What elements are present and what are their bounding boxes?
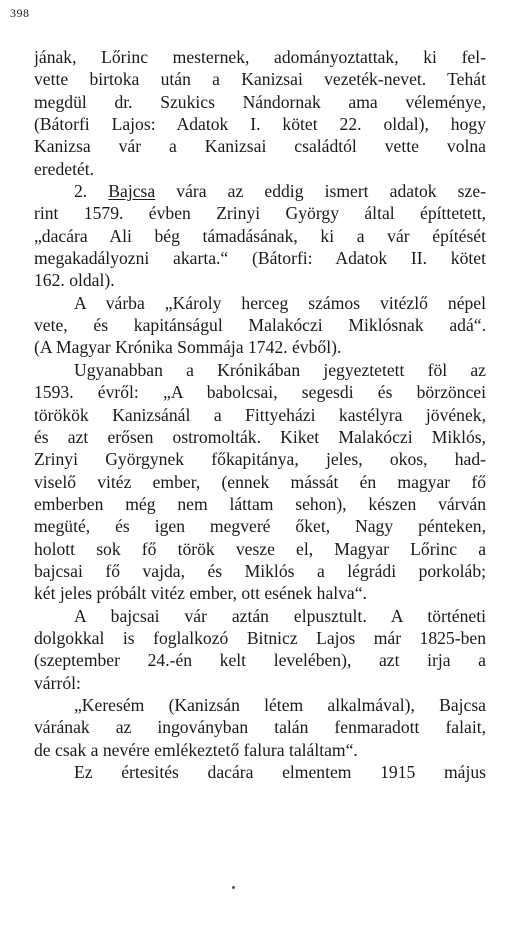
- text-line: Ez értesités dacára elmentem 1915 május: [74, 762, 486, 782]
- text-line: várról:: [34, 672, 81, 693]
- text-line: és azt erősen ostromolták. Kiket Malakóczi Miklós,: [34, 426, 486, 447]
- text-line: Zrinyi Györgynek főkapitánya, jeles, okos, had-: [34, 449, 486, 470]
- text-line: megakadályozni akarta.“ (Bátorfi: Adatok II. kötet: [34, 248, 486, 269]
- text-line: (Bátorfi Lajos: Adatok I. kötet 22. oldal), hogy: [34, 114, 486, 135]
- text-line: viselő vitéz ember, (ennek mássát én magyar fő: [34, 471, 486, 492]
- text-line: vette birtoka után a Kanizsai vezeték-nevet. Tehát: [34, 69, 486, 90]
- text-line: A bajcsai vár aztán elpusztult. A történeti: [74, 605, 486, 626]
- ink-speck: [232, 886, 235, 889]
- text-line: (A Magyar Krónika Sommája 1742. évből).: [34, 337, 342, 358]
- page-number: 398: [10, 6, 30, 20]
- text-line: „Keresém (Kanizsán létem alkalmával), Bajcsa: [74, 694, 486, 715]
- text-fragment: 2.: [74, 181, 109, 202]
- text-line: dolgokkal is foglalkozó Bitnicz Lajos már 1825-ben: [34, 627, 486, 648]
- text-line: vete, és kapitánságul Malakóczi Miklósnak adá“.: [34, 315, 486, 336]
- text-line: eredetét.: [34, 158, 95, 179]
- text-line: (szeptember 24.-én kelt levelében), azt irja a: [34, 650, 486, 671]
- text-line: törökök Kanizsánál a Fittyeházi kastélyra jövének,: [34, 404, 486, 425]
- text-line: „dacára Ali bég támadásának, ki a vár építését: [34, 225, 486, 246]
- text-line: Ugyanabban a Krónikában jegyeztetett föl az: [74, 359, 486, 380]
- body-text: [34, 46, 486, 783]
- text-line: két jeles próbált vitéz ember, ott esének halva“.: [34, 583, 367, 604]
- text-line: 1593. évről: „A babolcsai, segesdi és börzöncei: [34, 382, 486, 403]
- text-line: bajcsai fő vajda, és Miklós a légrádi porkoláb;: [34, 560, 486, 581]
- text-line: de csak a nevére emlékeztető falura találtam“.: [34, 739, 358, 760]
- text-line: rint 1579. évben Zrinyi György által építtetett,: [34, 203, 486, 224]
- text-line: holott sok fő török vesze el, Magyar Lőrinc a: [34, 538, 486, 559]
- text-line: Kanizsa vár a Kanizsai családtól vette volna: [34, 136, 486, 157]
- text-line: jának, Lőrinc mesternek, adományoztattak, ki fel-: [34, 47, 486, 67]
- text-line: 162. oldal).: [34, 270, 115, 291]
- underlined-word: Bajcsa: [108, 181, 156, 202]
- text-line: megüté, és igen megveré őket, Nagy pénteken,: [34, 516, 486, 537]
- text-fragment: vára az eddig ismert adatok sze-: [155, 181, 486, 202]
- text-line: emberben még nem láttam sehon), készen várván: [34, 493, 486, 514]
- text-line: várának az ingoványban talán fenmaradott falait,: [34, 717, 486, 738]
- text-line: A várba „Károly herceg számos vitézlő népel: [74, 292, 486, 313]
- text-line: [34, 180, 486, 202]
- text-line: megdül dr. Szukics Nándornak ama véleménye,: [34, 91, 486, 112]
